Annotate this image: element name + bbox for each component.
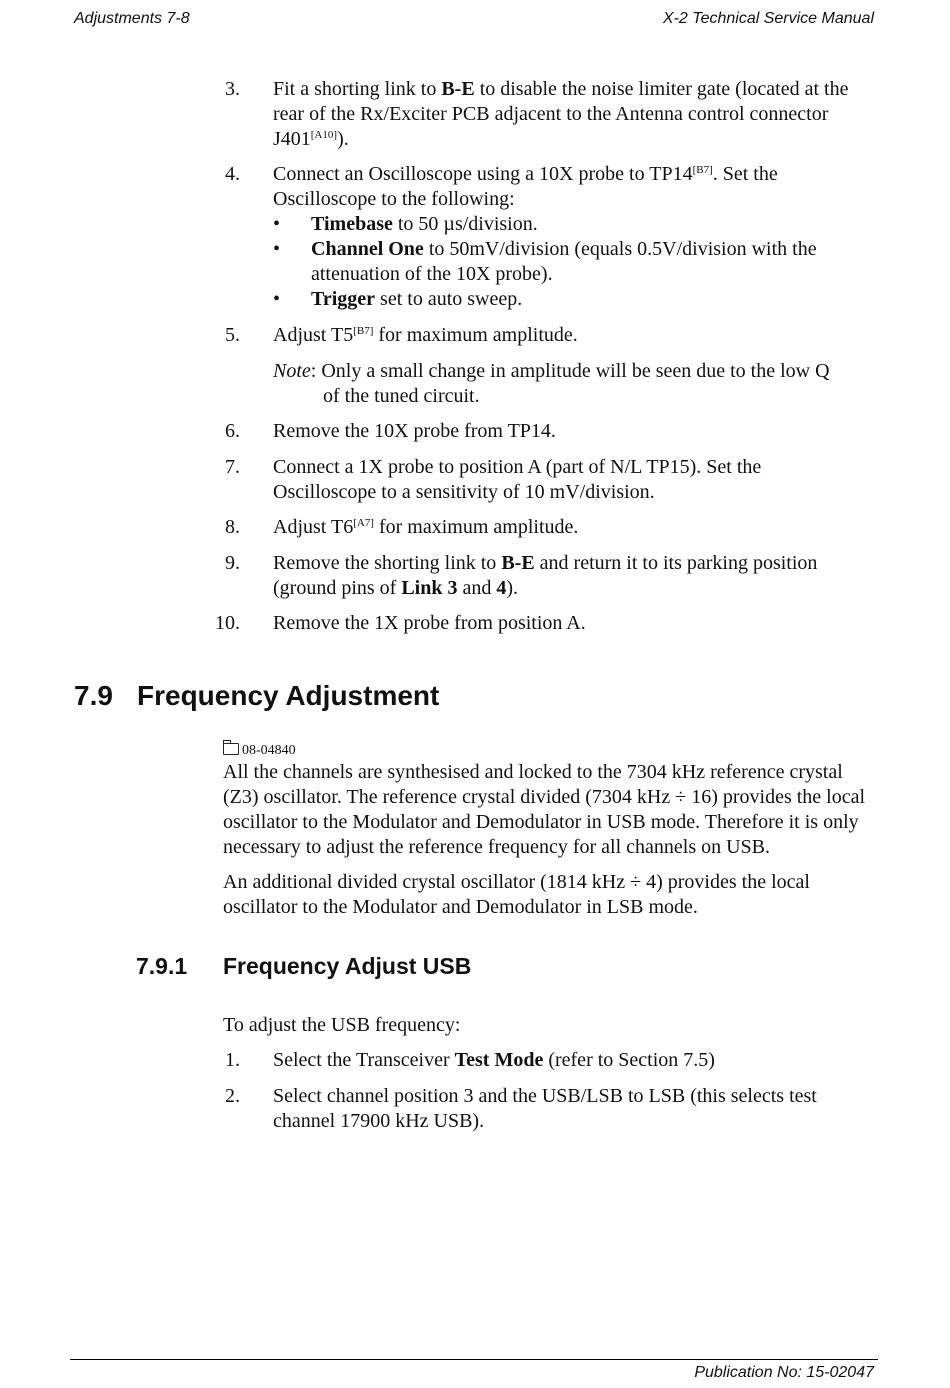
paragraph-2: An additional divided crystal oscillator (1814 kHz ÷ 4) provides the local oscillator to the Modulator and Demodulator in LSB mode. xyxy=(223,871,810,918)
step-text: Connect an Oscilloscope using a 10X probe to TP14[B7]. Set the Oscilloscope to the following: • Timebase to 50 µs/division. • Channel One to 50mV/division (equals 0.5V/division with the attenuation of the 10X probe). • Trigger set to auto sweep. xyxy=(273,162,873,312)
step-text: Connect a 1X probe to position A (part of N/L TP15). Set the Oscilloscope to a sensitivity of 10 mV/division. xyxy=(273,456,762,503)
subsection-title: Frequency Adjust USB xyxy=(223,953,472,979)
step-text: Remove the shorting link to B-E and return it to its parking position (ground pins of Link 3 and 4). xyxy=(273,552,818,599)
step-number: 8. xyxy=(225,516,240,538)
paragraph-1: All the channels are synthesised and locked to the 7304 kHz reference crystal (Z3) oscillator. The reference crystal divided (7304 kHz ÷ 16) provides the local oscillator to the Modulator and Demodulator in USB mode. Therefore it is only necessary to adjust the reference frequency for all channels on USB. xyxy=(223,761,866,858)
step-number: 6. xyxy=(225,420,240,442)
step-number: 9. xyxy=(225,552,240,574)
section-title: Frequency Adjustment xyxy=(137,680,440,711)
bullet-dot: • xyxy=(273,213,281,235)
step-text: Select the Transceiver Test Mode (refer to Section 7.5) xyxy=(273,1049,715,1071)
step-number: 2. xyxy=(225,1085,240,1107)
subsection-number: 7.9.1 xyxy=(136,953,188,979)
subsection-heading xyxy=(136,953,471,980)
step-text: Adjust T6[A7] for maximum amplitude. xyxy=(273,516,579,538)
step-number: 1. xyxy=(225,1049,240,1071)
page-footer: Publication No: 15-02047 xyxy=(694,1364,874,1381)
intro-text: To adjust the USB frequency: xyxy=(223,1014,461,1036)
bullet-item: • Trigger set to auto sweep. xyxy=(273,288,523,310)
step-number: 10. xyxy=(215,612,240,634)
note-label: Note xyxy=(273,360,311,382)
note: Note: Only a small change in amplitude will be seen due to the low Q of the tuned circuit. xyxy=(273,360,830,407)
footer-divider xyxy=(70,1359,878,1360)
bullet-dot: • xyxy=(273,238,281,260)
page-header-left: Adjustments 7-8 xyxy=(74,10,190,27)
step-text: Select channel position 3 and the USB/LSB to LSB (this selects test channel 17900 kHz USB). xyxy=(273,1085,817,1132)
step-number: 5. xyxy=(225,324,240,346)
step-number: 3. xyxy=(225,78,240,100)
page-header-right: X-2 Technical Service Manual xyxy=(662,10,874,27)
step-number: 7. xyxy=(225,456,240,478)
step-text: Fit a shorting link to B-E to disable the noise limiter gate (located at the rear of the Rx/Exciter PCB adjacent to the Antenna control connector J401[A10]). xyxy=(273,78,849,150)
step-text: Remove the 1X probe from position A. xyxy=(273,612,586,634)
bullet-item: • Timebase to 50 µs/division. xyxy=(273,213,538,235)
step-number: 4. xyxy=(225,163,240,185)
bullet-item: • Channel One to 50mV/division (equals 0.5V/division with the attenuation of the 10X probe). xyxy=(273,238,817,285)
step-text: Adjust T5[B7] for maximum amplitude. xyxy=(273,324,578,346)
folder-icon xyxy=(223,743,239,755)
section-heading xyxy=(74,680,439,712)
bullet-dot: • xyxy=(273,288,281,310)
section-number: 7.9 xyxy=(74,680,113,711)
document-reference: 08-04840 xyxy=(223,742,296,759)
step-text: Remove the 10X probe from TP14. xyxy=(273,420,556,442)
